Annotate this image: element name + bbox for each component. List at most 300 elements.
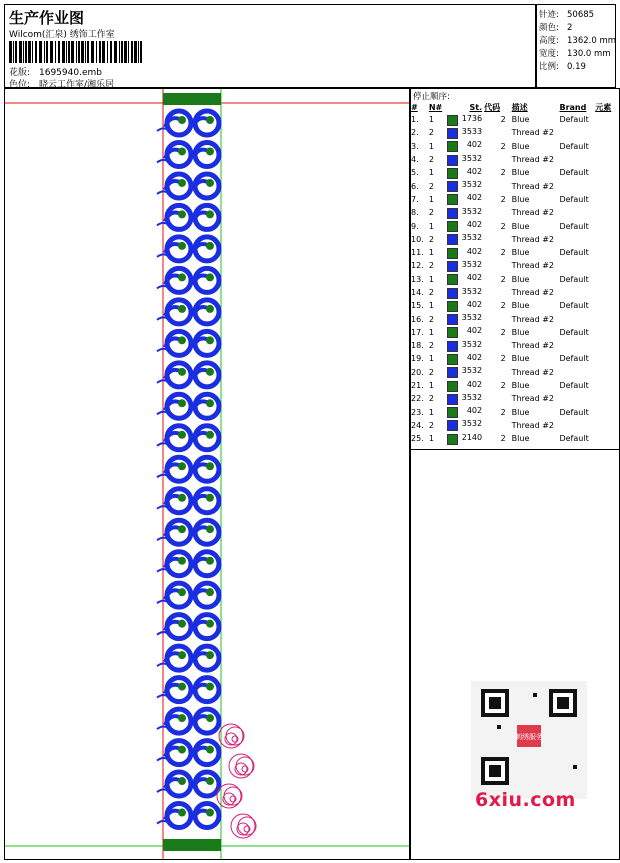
stop-sequence-title: 停止顺序: xyxy=(413,92,450,102)
stitch-cell xyxy=(447,153,484,166)
swirl-ring xyxy=(195,174,219,198)
stitch-cell xyxy=(447,140,484,153)
element-cell xyxy=(595,379,619,392)
swirl-dot xyxy=(178,368,186,376)
stitch-count: 3532 xyxy=(461,366,483,376)
color-description: Blue xyxy=(511,221,530,231)
color-description: Blue xyxy=(511,301,530,311)
element-cell xyxy=(595,392,619,405)
needle-number: 1 xyxy=(428,327,434,337)
stitch-count: 402 xyxy=(466,273,483,283)
stop-sequence-table xyxy=(411,101,619,445)
table-row xyxy=(411,219,619,232)
spec-scale xyxy=(539,60,586,72)
swirl-dot xyxy=(178,147,186,155)
swirl-dot xyxy=(206,116,214,124)
spec-stitches xyxy=(539,8,594,20)
color-description: Thread #2 xyxy=(511,394,554,404)
swirl-dot xyxy=(178,431,186,439)
swirl-pattern xyxy=(157,111,219,828)
color-swatch xyxy=(447,261,458,272)
color-swatch xyxy=(447,394,458,405)
color-description: Thread #2 xyxy=(511,288,554,297)
swirl-dot xyxy=(206,242,214,250)
swirl-ring xyxy=(195,457,219,481)
swirl-ring xyxy=(195,237,219,261)
color-swatch xyxy=(447,115,458,126)
stitch-cell xyxy=(447,246,484,259)
spec-label: 比例: xyxy=(539,62,559,72)
color-swatch xyxy=(447,155,458,166)
thread-brand: Default xyxy=(559,115,589,125)
color-swatch xyxy=(447,234,458,245)
swirl-dot xyxy=(178,305,186,313)
needle-number: 2 xyxy=(428,234,434,244)
stitch-cell xyxy=(447,219,484,232)
design-preview xyxy=(4,88,410,860)
design-file-label: 花版: xyxy=(9,68,31,78)
color-swatch xyxy=(447,354,458,365)
thread-brand xyxy=(559,366,595,379)
element-cell xyxy=(595,419,619,432)
element-cell xyxy=(595,219,619,232)
color-swatch xyxy=(447,181,458,192)
needle-number: 1 xyxy=(428,248,434,258)
color-description: Thread #2 xyxy=(511,128,554,138)
color-code xyxy=(484,179,512,192)
swirl-dot xyxy=(206,399,214,407)
element-cell xyxy=(595,113,619,126)
swirl-dot xyxy=(178,462,186,470)
table-row xyxy=(411,312,619,325)
element-cell xyxy=(595,326,619,339)
swirl-dot xyxy=(206,147,214,155)
color-code xyxy=(484,312,512,325)
color-swatch xyxy=(447,194,458,205)
spec-label: 高度: xyxy=(539,36,559,46)
table-row xyxy=(411,166,619,179)
thread-brand: Default xyxy=(559,168,589,178)
spec-width xyxy=(539,47,611,59)
stitch-count: 402 xyxy=(466,352,483,362)
color-description: Blue xyxy=(511,407,530,417)
color-description: Thread #2 xyxy=(511,181,554,191)
swirl-dot xyxy=(206,431,214,439)
swirl-dot xyxy=(206,714,214,722)
stitch-cell xyxy=(447,273,484,286)
swirl-dot xyxy=(206,746,214,754)
swirl-dot xyxy=(178,273,186,281)
swirl-dot xyxy=(178,809,186,817)
thread-brand: Default xyxy=(559,327,589,337)
color-label: 色位: xyxy=(9,80,31,90)
thread-brand xyxy=(559,179,595,192)
table-row xyxy=(411,406,619,419)
color-swatch xyxy=(447,381,458,392)
swirl-dot xyxy=(206,557,214,565)
stitch-count: 3532 xyxy=(461,153,483,163)
row-index: 12. xyxy=(411,261,424,271)
watermark-brand: 6xiu.com xyxy=(475,789,576,811)
stitch-cell xyxy=(447,126,484,139)
swirl-dot xyxy=(178,179,186,187)
row-index: 3. xyxy=(411,141,419,151)
swirl-ring xyxy=(195,268,219,292)
needle-number: 1 xyxy=(428,274,434,284)
color-swatch xyxy=(447,248,458,259)
color-code xyxy=(484,419,512,432)
color-description: Blue xyxy=(511,168,530,178)
swirl-dot xyxy=(178,525,186,533)
col-header: Brand xyxy=(559,102,587,112)
table-row xyxy=(411,140,619,153)
stitch-count: 2140 xyxy=(461,432,483,442)
page-title: 生产作业图 xyxy=(9,9,85,27)
stitch-count: 402 xyxy=(466,379,483,389)
color-code: 2 xyxy=(500,301,506,311)
needle-number: 2 xyxy=(428,208,434,218)
col-header: St. xyxy=(469,102,483,112)
table-row xyxy=(411,246,619,259)
stitch-count: 1736 xyxy=(461,113,483,123)
color-swatch xyxy=(447,168,458,179)
needle-number: 2 xyxy=(428,155,434,165)
thread-brand: Default xyxy=(559,301,589,311)
swirl-ring xyxy=(195,709,219,733)
col-header: 元素 xyxy=(595,102,612,112)
thread-brand xyxy=(559,419,595,432)
thread-brand xyxy=(559,392,595,405)
element-cell xyxy=(595,140,619,153)
element-cell xyxy=(595,179,619,192)
color-code xyxy=(484,126,512,139)
swirl-dot xyxy=(178,588,186,596)
stitch-cell xyxy=(447,432,484,445)
swirl-dot xyxy=(206,494,214,502)
stitch-cell xyxy=(447,406,484,419)
swirl-dot xyxy=(206,336,214,344)
thread-brand xyxy=(559,153,595,166)
swirl-dot xyxy=(178,651,186,659)
swirl-dot xyxy=(206,525,214,533)
color-swatch xyxy=(447,420,458,431)
color-description: Blue xyxy=(511,115,530,125)
element-cell xyxy=(595,233,619,246)
color-description: Thread #2 xyxy=(511,234,554,244)
stitch-cell xyxy=(447,299,484,312)
needle-number: 2 xyxy=(428,288,434,297)
row-index: 20. xyxy=(411,367,424,377)
thread-brand: Default xyxy=(559,354,589,364)
table-row xyxy=(411,326,619,339)
stitch-cell xyxy=(447,419,484,432)
qr-badge-text: 刺绣服务 xyxy=(515,733,543,741)
color-code: 2 xyxy=(500,327,506,337)
needle-number: 1 xyxy=(428,115,434,125)
row-index: 7. xyxy=(411,194,419,204)
swirl-ring xyxy=(195,615,219,639)
row-index: 13. xyxy=(411,274,424,284)
color-code: 2 xyxy=(500,115,506,125)
needle-number: 2 xyxy=(428,128,434,138)
stitch-count: 3532 xyxy=(461,180,483,190)
color-description: Thread #2 xyxy=(511,314,554,324)
col-header: 代码 xyxy=(484,102,501,112)
swirl-dot xyxy=(206,683,214,691)
stitch-cell xyxy=(447,339,484,352)
color-swatch xyxy=(447,367,458,378)
stitch-cell xyxy=(447,326,484,339)
color-description: Blue xyxy=(511,381,530,391)
swirl-dot xyxy=(178,399,186,407)
rose-motifs xyxy=(217,724,256,838)
needle-number: 2 xyxy=(428,341,434,351)
table-row xyxy=(411,339,619,352)
stitch-count: 3532 xyxy=(461,392,483,402)
row-index: 21. xyxy=(411,381,424,391)
col-header: # xyxy=(411,102,418,112)
stitch-cell xyxy=(447,312,484,325)
color-description: Blue xyxy=(511,434,530,444)
row-index: 15. xyxy=(411,301,424,311)
color-swatch xyxy=(447,208,458,219)
stitch-count: 402 xyxy=(466,406,483,416)
swirl-ring xyxy=(195,520,219,544)
needle-number: 1 xyxy=(428,221,434,231)
color-description: Blue xyxy=(511,354,530,364)
table-row xyxy=(411,193,619,206)
color-swatch xyxy=(447,221,458,232)
stitch-cell xyxy=(447,113,484,126)
swirl-dot xyxy=(206,651,214,659)
element-cell xyxy=(595,432,619,445)
stitch-cell xyxy=(447,366,484,379)
swirl-dot xyxy=(206,179,214,187)
element-cell xyxy=(595,206,619,219)
color-description: Blue xyxy=(511,194,530,204)
swirl-ring xyxy=(195,678,219,702)
swirl-dot xyxy=(178,746,186,754)
color-code: 2 xyxy=(500,381,506,391)
swirl-dot xyxy=(178,777,186,785)
element-cell xyxy=(595,166,619,179)
color-code xyxy=(484,153,512,166)
stitch-cell xyxy=(447,193,484,206)
stitch-count: 402 xyxy=(466,220,483,230)
color-code: 2 xyxy=(500,354,506,364)
element-cell xyxy=(595,246,619,259)
swirl-ring xyxy=(195,489,219,513)
stitch-count: 3532 xyxy=(461,313,483,323)
needle-number: 2 xyxy=(428,261,434,271)
element-cell xyxy=(595,153,619,166)
panel-divider xyxy=(411,449,619,450)
stitch-count: 402 xyxy=(466,193,483,203)
stitch-count: 402 xyxy=(466,140,483,150)
color-swatch xyxy=(447,341,458,352)
table-row xyxy=(411,126,619,139)
stitch-cell xyxy=(447,379,484,392)
barcode xyxy=(9,41,143,63)
row-index: 22. xyxy=(411,394,424,404)
swirl-ring xyxy=(195,772,219,796)
stitch-cell xyxy=(447,179,484,192)
stitch-count: 402 xyxy=(466,299,483,309)
spec-label: 宽度: xyxy=(539,49,559,59)
row-index: 17. xyxy=(411,327,424,337)
element-cell xyxy=(595,273,619,286)
swirl-dot xyxy=(206,620,214,628)
needle-number: 1 xyxy=(428,434,434,444)
spec-value: 1362.0 mm xyxy=(567,36,617,46)
swirl-dot xyxy=(206,462,214,470)
needle-number: 1 xyxy=(428,301,434,311)
table-row xyxy=(411,366,619,379)
row-index: 18. xyxy=(411,341,424,351)
swirl-ring xyxy=(195,583,219,607)
header-info-box xyxy=(4,4,536,88)
color-description: Thread #2 xyxy=(511,420,554,430)
color-code xyxy=(484,233,512,246)
stitch-count: 3532 xyxy=(461,419,483,429)
thread-brand xyxy=(559,233,595,246)
swirl-dot xyxy=(178,620,186,628)
color-code: 2 xyxy=(500,194,506,204)
row-index: 19. xyxy=(411,354,424,364)
qr-code xyxy=(471,681,587,799)
swirl-ring xyxy=(195,394,219,418)
embroidery-preview xyxy=(5,89,409,859)
swirl-ring xyxy=(195,426,219,450)
row-index: 1. xyxy=(411,115,419,125)
element-cell xyxy=(595,312,619,325)
row-index: 8. xyxy=(411,208,419,218)
stitch-cell xyxy=(447,166,484,179)
thread-brand xyxy=(559,286,595,299)
color-code xyxy=(484,286,512,299)
swirl-dot xyxy=(178,336,186,344)
spec-value: 0.19 xyxy=(567,62,586,72)
table-row xyxy=(411,233,619,246)
stitch-count: 3532 xyxy=(461,339,483,349)
color-code: 2 xyxy=(500,248,506,258)
table-row xyxy=(411,419,619,432)
stitch-cell xyxy=(447,233,484,246)
design-file-value: 1695940.emb xyxy=(39,68,102,78)
color-swatch xyxy=(447,434,458,445)
element-cell xyxy=(595,299,619,312)
color-code xyxy=(484,206,512,219)
swirl-ring xyxy=(195,804,219,828)
table-row xyxy=(411,273,619,286)
thread-brand: Default xyxy=(559,141,589,151)
color-swatch xyxy=(447,141,458,152)
element-cell xyxy=(595,406,619,419)
swirl-ring xyxy=(195,741,219,765)
stitch-count: 3532 xyxy=(461,286,483,296)
col-header: N# xyxy=(428,102,443,112)
spec-value: 50685 xyxy=(567,10,595,20)
spec-label: 颜色: xyxy=(539,23,559,33)
stitch-cell xyxy=(447,352,484,365)
swirl-ring xyxy=(195,646,219,670)
color-description: Thread #2 xyxy=(511,208,554,218)
table-row xyxy=(411,179,619,192)
needle-number: 1 xyxy=(428,407,434,417)
thread-brand: Default xyxy=(559,274,589,284)
swirl-dot xyxy=(206,210,214,218)
row-index: 11. xyxy=(411,248,424,258)
color-code: 2 xyxy=(500,168,506,178)
color-swatch xyxy=(447,288,458,299)
thread-brand xyxy=(559,126,595,139)
stitch-cell xyxy=(447,286,484,299)
swirl-dot xyxy=(206,588,214,596)
stitch-count: 402 xyxy=(466,326,483,336)
thread-brand: Default xyxy=(559,221,589,231)
table-row xyxy=(411,206,619,219)
color-code xyxy=(484,259,512,272)
top-band xyxy=(163,93,221,105)
thread-brand xyxy=(559,259,595,272)
needle-number: 2 xyxy=(428,314,434,324)
thread-brand xyxy=(559,339,595,352)
row-index: 6. xyxy=(411,181,419,191)
swirl-dot xyxy=(178,116,186,124)
color-description: Thread #2 xyxy=(511,341,554,351)
stitch-cell xyxy=(447,392,484,405)
row-index: 24. xyxy=(411,420,424,430)
stitch-count: 402 xyxy=(466,246,483,256)
table-row xyxy=(411,432,619,445)
color-code xyxy=(484,366,512,379)
needle-number: 2 xyxy=(428,420,434,430)
swirl-ring xyxy=(195,552,219,576)
color-code: 2 xyxy=(500,407,506,417)
row-index: 5. xyxy=(411,168,419,178)
swirl-ring xyxy=(195,111,219,135)
element-cell xyxy=(595,366,619,379)
row-index: 2. xyxy=(411,128,419,138)
color-swatch xyxy=(447,407,458,418)
color-code: 2 xyxy=(500,434,506,444)
stitch-cell xyxy=(447,259,484,272)
thread-brand: Default xyxy=(559,434,589,444)
color-description: Thread #2 xyxy=(511,367,554,377)
swirl-dot xyxy=(206,809,214,817)
swirl-dot xyxy=(206,777,214,785)
needle-number: 1 xyxy=(428,381,434,391)
table-row xyxy=(411,379,619,392)
color-description: Thread #2 xyxy=(511,261,554,271)
swirl-dot xyxy=(206,305,214,313)
element-cell xyxy=(595,193,619,206)
swirl-dot xyxy=(178,683,186,691)
swirl-ring xyxy=(195,331,219,355)
swirl-dot xyxy=(178,557,186,565)
row-index: 10. xyxy=(411,234,424,244)
spec-value: 130.0 mm xyxy=(567,49,611,59)
element-cell xyxy=(595,339,619,352)
row-index: 25. xyxy=(411,434,424,444)
row-index: 16. xyxy=(411,314,424,324)
thread-brand xyxy=(559,312,595,325)
table-header-row xyxy=(411,101,619,113)
table-row xyxy=(411,299,619,312)
color-code: 2 xyxy=(500,221,506,231)
spec-colors xyxy=(539,21,572,33)
swirl-dot xyxy=(178,714,186,722)
